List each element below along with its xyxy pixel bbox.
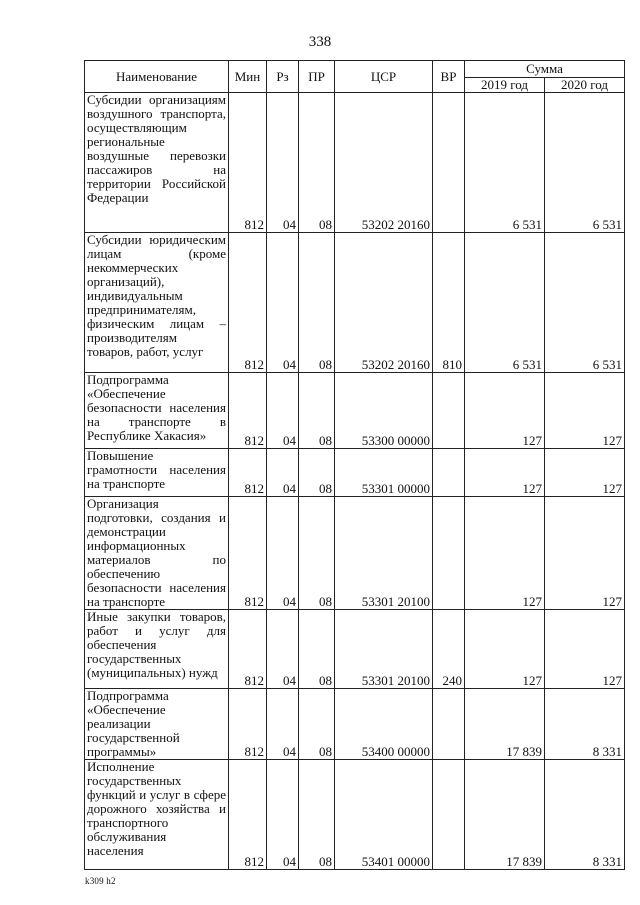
- row-vr: [433, 93, 465, 233]
- row-pr: 08: [299, 93, 335, 233]
- row-2019: 6 531: [465, 233, 545, 373]
- row-2020: 127: [545, 373, 625, 449]
- budget-table: [84, 60, 625, 870]
- row-vr: [433, 760, 465, 870]
- row-vr: 810: [433, 233, 465, 373]
- row-csr: 53202 20160: [335, 93, 433, 233]
- row-min: 812: [229, 689, 267, 760]
- row-2019: 127: [465, 373, 545, 449]
- header-pr: ПР: [299, 61, 335, 93]
- header-csr: ЦСР: [335, 61, 433, 93]
- row-name: Организация подготовки, создания и демонстрации информационных материалов по обеспечению безопасности населения на транспорте: [85, 497, 229, 610]
- table-row: [85, 373, 625, 449]
- row-min: 812: [229, 497, 267, 610]
- row-rz: 04: [267, 373, 299, 449]
- row-2020: 127: [545, 610, 625, 689]
- row-pr: 08: [299, 449, 335, 497]
- row-2019: 17 839: [465, 689, 545, 760]
- row-2019: 17 839: [465, 760, 545, 870]
- row-name: Повышение грамотности населения на транспорте: [85, 449, 229, 497]
- row-pr: 08: [299, 497, 335, 610]
- row-csr: 53301 00000: [335, 449, 433, 497]
- header-sum: Сумма: [465, 61, 625, 78]
- row-vr: 240: [433, 610, 465, 689]
- row-rz: 04: [267, 93, 299, 233]
- header-2019: 2019 год: [465, 78, 545, 93]
- row-2019: 127: [465, 610, 545, 689]
- row-2020: 127: [545, 497, 625, 610]
- row-csr: 53401 00000: [335, 760, 433, 870]
- row-name: Подпрограмма «Обеспечение безопасности населения на транспорте в Республике Хакасия»: [85, 373, 229, 449]
- row-2019: 6 531: [465, 93, 545, 233]
- row-name: Субсидии организациям воздушного транспорта, осуществляющим региональные воздушные перевозки пассажиров на территории Российской Федерации: [85, 93, 229, 233]
- row-rz: 04: [267, 449, 299, 497]
- header-name: Наименование: [85, 61, 229, 93]
- row-rz: 04: [267, 233, 299, 373]
- table-row: [85, 93, 625, 233]
- row-min: 812: [229, 93, 267, 233]
- row-vr: [433, 689, 465, 760]
- row-2019: 127: [465, 497, 545, 610]
- row-csr: 53301 20100: [335, 497, 433, 610]
- row-2020: 6 531: [545, 93, 625, 233]
- row-csr: 53300 00000: [335, 373, 433, 449]
- row-2020: 127: [545, 449, 625, 497]
- header-rz: Рз: [267, 61, 299, 93]
- row-min: 812: [229, 449, 267, 497]
- row-rz: 04: [267, 760, 299, 870]
- table-row: [85, 449, 625, 497]
- row-min: 812: [229, 373, 267, 449]
- row-name: Подпрограмма «Обеспечение реализации государственной программы»: [85, 689, 229, 760]
- row-min: 812: [229, 760, 267, 870]
- row-pr: 08: [299, 760, 335, 870]
- row-csr: 53400 00000: [335, 689, 433, 760]
- table-row: [85, 233, 625, 373]
- table-row: [85, 610, 625, 689]
- row-min: 812: [229, 233, 267, 373]
- header-row: [85, 61, 625, 78]
- row-csr: 53202 20160: [335, 233, 433, 373]
- header-2020: 2020 год: [545, 78, 625, 93]
- row-pr: 08: [299, 689, 335, 760]
- header-min: Мин: [229, 61, 267, 93]
- row-2020: 6 531: [545, 233, 625, 373]
- row-pr: 08: [299, 233, 335, 373]
- row-rz: 04: [267, 689, 299, 760]
- row-rz: 04: [267, 497, 299, 610]
- row-name: Субсидии юридическим лицам (кроме некоммерческих организаций), индивидуальным предпринимателям, физическим лицам – производителям товаров, работ, услуг: [85, 233, 229, 373]
- table-row: [85, 760, 625, 870]
- row-min: 812: [229, 610, 267, 689]
- row-pr: 08: [299, 373, 335, 449]
- page-number: 338: [308, 34, 332, 50]
- row-2020: 8 331: [545, 689, 625, 760]
- row-csr: 53301 20100: [335, 610, 433, 689]
- row-vr: [433, 373, 465, 449]
- row-name: Исполнение государственных функций и услуг в сфере дорожного хозяйства и транспортного обслуживания населения: [85, 760, 229, 870]
- row-name: Иные закупки товаров, работ и услуг для обеспечения государственных (муниципальных) нужд: [85, 610, 229, 689]
- row-pr: 08: [299, 610, 335, 689]
- row-vr: [433, 449, 465, 497]
- footer-code: k309 h2: [85, 876, 116, 886]
- header-vr: ВР: [433, 61, 465, 93]
- row-2020: 8 331: [545, 760, 625, 870]
- row-rz: 04: [267, 610, 299, 689]
- table-row: [85, 689, 625, 760]
- table-row: [85, 497, 625, 610]
- row-2019: 127: [465, 449, 545, 497]
- row-vr: [433, 497, 465, 610]
